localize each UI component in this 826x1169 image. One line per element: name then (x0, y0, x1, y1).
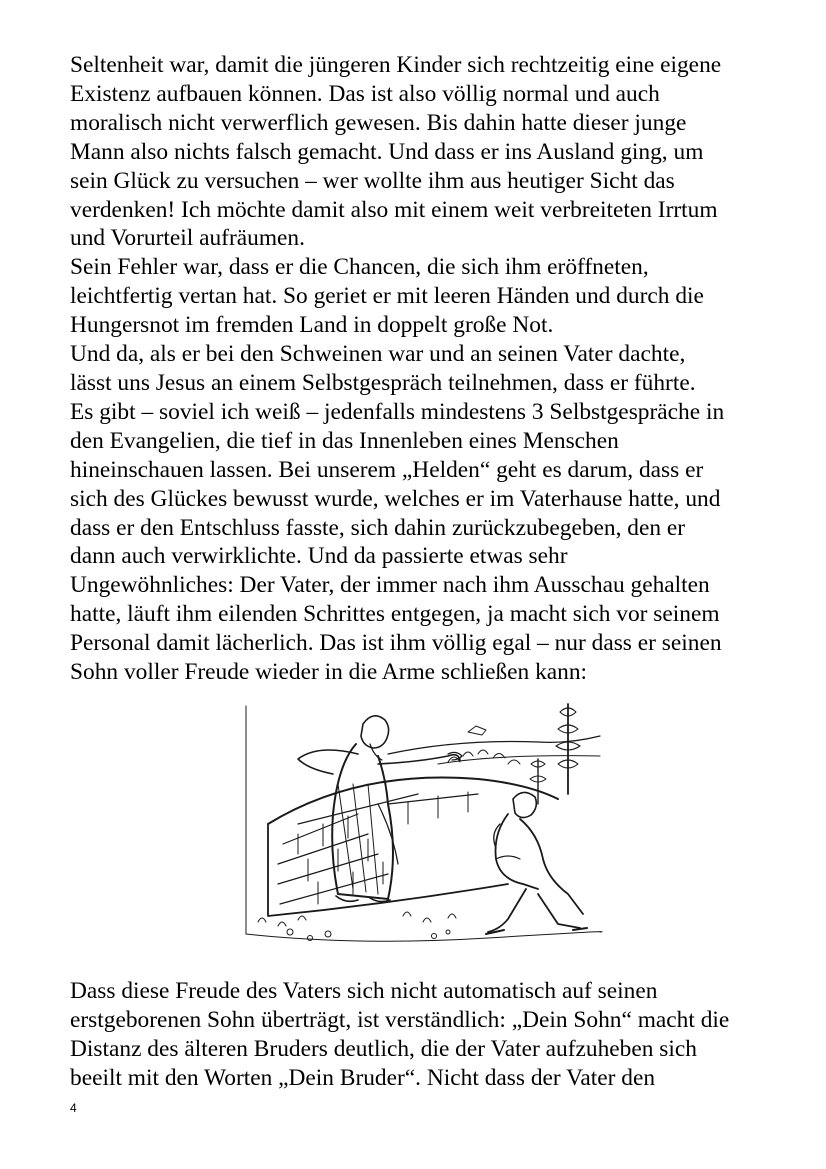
text-line: sein Glück zu versuchen – wer wollte ihm aus heutiger Sicht das (70, 167, 675, 194)
text-line: Es gibt – soviel ich weiß – jedenfalls mindestens 3 Selbstgespräche in (70, 398, 725, 425)
text-line: moralisch nicht verwerflich gewesen. Bis dahin hatte dieser junge (70, 109, 687, 136)
text-line: den Evangelien, die tief in das Innenleben eines Menschen (70, 427, 619, 454)
text-line: hatte, läuft ihm eilenden Schrittes entgegen, ja macht sich vor seinem (70, 601, 720, 628)
text-line: beeilt mit den Worten „Dein Bruder“. Nicht dass der Vater den (70, 1064, 656, 1091)
text-line: Dass diese Freude des Vaters sich nicht automatisch auf seinen (70, 978, 658, 1004)
body-text-top (70, 51, 790, 687)
text-line: Seltenheit war, damit die jüngeren Kinder sich rechtzeitig eine eigene (70, 52, 722, 78)
text-line: leichtfertig vertan hat. So geriet er mit leeren Händen und durch die (70, 283, 704, 310)
text-line: verdenken! Ich möchte damit also mit einem weit verbreiteten Irrtum (70, 196, 718, 223)
prodigal-son-illustration (238, 684, 608, 964)
page-number: 4 (70, 1101, 77, 1115)
text-line: Distanz des älteren Bruders deutlich, die der Vater aufzuheben sich (70, 1035, 697, 1062)
text-line: dann auch verwirklichte. Und da passierte etwas sehr (70, 543, 568, 570)
text-line: Hungersnot im fremden Land in doppelt große Not. (70, 312, 554, 339)
text-line: Existenz aufbauen können. Das ist also völlig normal und auch (70, 80, 660, 107)
text-line: sich des Glückes bewusst wurde, welches er im Vaterhause hatte, und (70, 485, 721, 512)
text-line: Ungewöhnliches: Der Vater, der immer nach ihm Ausschau gehalten (70, 572, 710, 599)
text-line: Personal damit lächerlich. Das ist ihm völlig egal – nur dass er seinen (70, 630, 722, 657)
text-line: Sein Fehler war, dass er die Chancen, die sich ihm eröffneten, (70, 254, 649, 281)
body-text-bottom (70, 977, 790, 1093)
text-line: dass er den Entschluss fasste, sich dahin zurückzubegeben, den er (70, 514, 686, 541)
text-line: hineinschauen lassen. Bei unserem „Helden“ geht es darum, dass er (70, 456, 704, 483)
text-line: Sohn voller Freude wieder in die Arme schließen kann: (70, 659, 588, 686)
text-line: Mann also nichts falsch gemacht. Und dass er ins Ausland ging, um (70, 138, 704, 165)
text-line: erstgeborenen Sohn überträgt, ist verständlich: „Dein Sohn“ macht die (70, 1006, 730, 1033)
text-line: lässt uns Jesus an einem Selbstgespräch teilnehmen, dass er führte. (70, 369, 696, 396)
text-line: und Vorurteil aufräumen. (70, 225, 305, 252)
text-line: Und da, als er bei den Schweinen war und an seinen Vater dachte, (70, 341, 686, 368)
